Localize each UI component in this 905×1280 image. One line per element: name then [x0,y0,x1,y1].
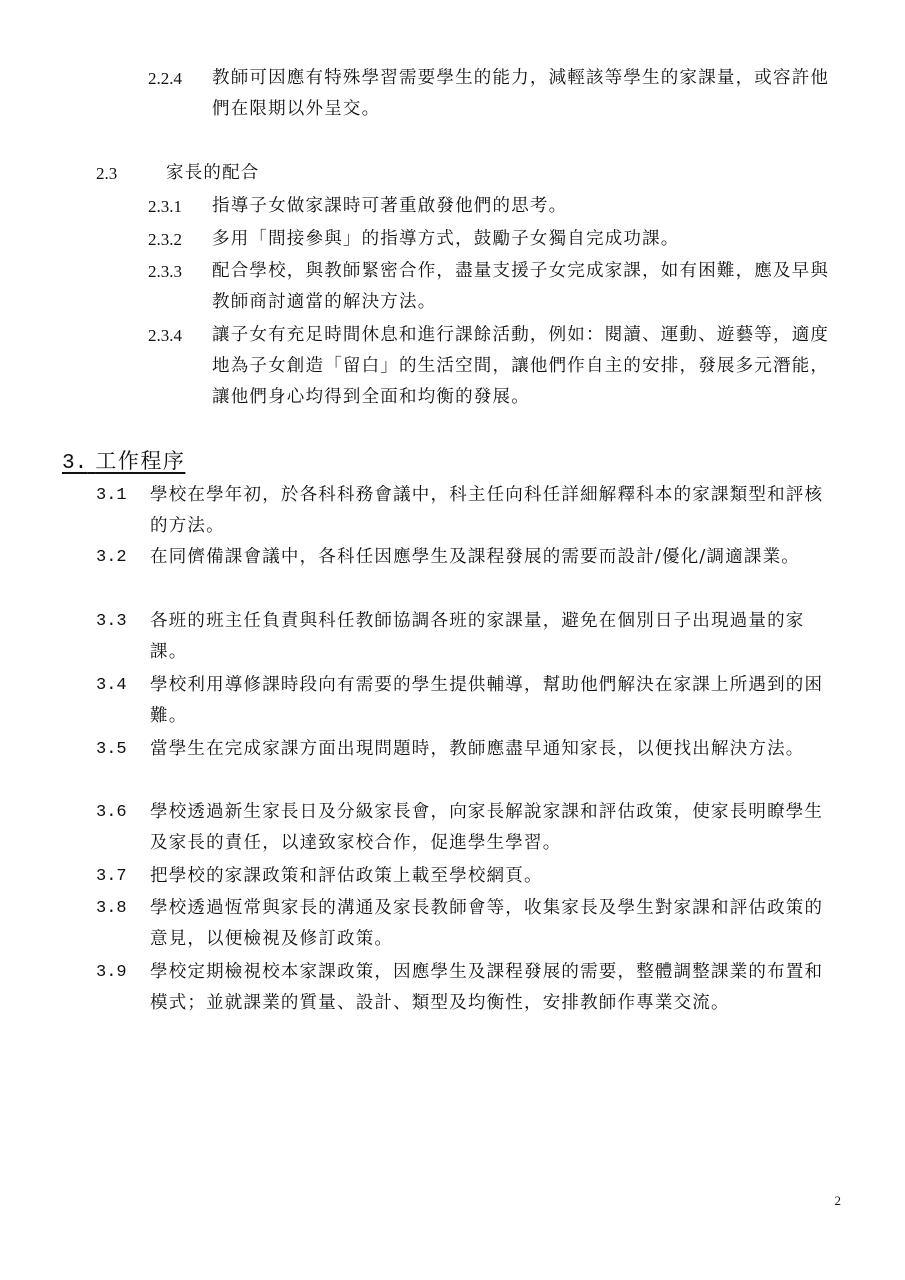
list-item-3-2 [96,542,838,573]
list-item-2-3-2 [148,224,838,255]
subsection-number: 2.3 [96,164,118,183]
item-number: 2.3.1 [148,197,182,216]
list-item-3-6 [96,797,838,859]
item-number: 2.3.4 [148,326,182,345]
list-item-3-5 [96,734,838,765]
item-number: 2.3.2 [148,230,182,249]
subsection-heading-2-3 [96,158,836,189]
item-text: 學校在學年初，於各科科務會議中，科主任向科任詳細解釋科本的家課類型和評核的方法。 [150,485,824,536]
item-number: 2.2.4 [148,69,182,88]
item-number: 2.3.3 [148,262,182,281]
item-text: 在同儕備課會議中，各科任因應學生及課程發展的需要而設計/優化/調適課業。 [150,547,800,567]
list-item-2-3-3 [148,256,838,318]
page-number: 2 [834,1193,841,1208]
item-number: 3.6 [96,803,127,822]
item-number: 3.4 [96,676,127,695]
section-heading-3 [62,446,185,479]
item-number: 3.1 [96,486,127,505]
item-text: 學校利用導修課時段向有需要的學生提供輔導，幫助他們解決在家課上所遇到的困難。 [150,675,824,726]
item-text: 學校透過恆常與家長的溝通及家長教師會等，收集家長及學生對家課和評估政策的意見，以便檢視及修訂政策。 [150,898,824,949]
item-number: 3.2 [96,548,127,567]
item-number: 3.9 [96,963,127,982]
item-text: 教師可因應有特殊學習需要學生的能力，減輕該等學生的家課量，或容許他們在限期以外呈交。 [212,68,830,119]
list-item-3-8 [96,893,838,955]
list-item-3-3 [96,606,838,668]
section-title: 工作程序 [95,449,186,473]
item-text: 多用「間接參與」的指導方式，鼓勵子女獨自完成功課。 [212,229,680,249]
item-number: 3.8 [96,899,127,918]
list-item-3-4 [96,670,838,732]
item-text: 各班的班主任負責與科任教師協調各班的家課量，避免在個別日子出現過量的家課。 [150,611,805,662]
item-text: 配合學校，與教師緊密合作，盡量支援子女完成家課，如有困難，應及早與教師商討適當的解決方法。 [212,261,830,312]
item-number: 3.5 [96,740,127,759]
item-text: 讓子女有充足時間休息和進行課餘活動，例如：閱讀、運動、遊藝等，適度地為子女創造「留白」的生活空間，讓他們作自主的安排，發展多元潛能，讓他們身心均得到全面和均衡的發展。 [212,325,830,407]
subsection-title: 家長的配合 [166,163,260,183]
list-item-2-3-4 [148,320,838,413]
item-number: 3.3 [96,612,127,631]
item-text: 學校透過新生家長日及分級家長會，向家長解說家課和評估政策，使家長明瞭學生及家長的責任，以達致家校合作，促進學生學習。 [150,802,824,853]
item-number: 3.7 [96,867,127,886]
list-item-3-7 [96,861,838,892]
list-item-2-2-4 [148,63,838,125]
list-item-2-3-1 [148,191,838,222]
item-text: 當學生在完成家課方面出現問題時，教師應盡早通知家長，以便找出解決方法。 [150,739,805,759]
item-text: 指導子女做家課時可著重啟發他們的思考。 [212,196,568,216]
item-text: 學校定期檢視校本家課政策，因應學生及課程發展的需要，整體調整課業的布置和模式；並就課業的質量、設計、類型及均衡性，安排教師作專業交流。 [150,962,824,1013]
list-item-3-9 [96,957,838,1019]
list-item-3-1 [96,480,838,542]
section-number: 3. [62,452,88,475]
item-text: 把學校的家課政策和評估政策上載至學校網頁。 [150,866,543,886]
